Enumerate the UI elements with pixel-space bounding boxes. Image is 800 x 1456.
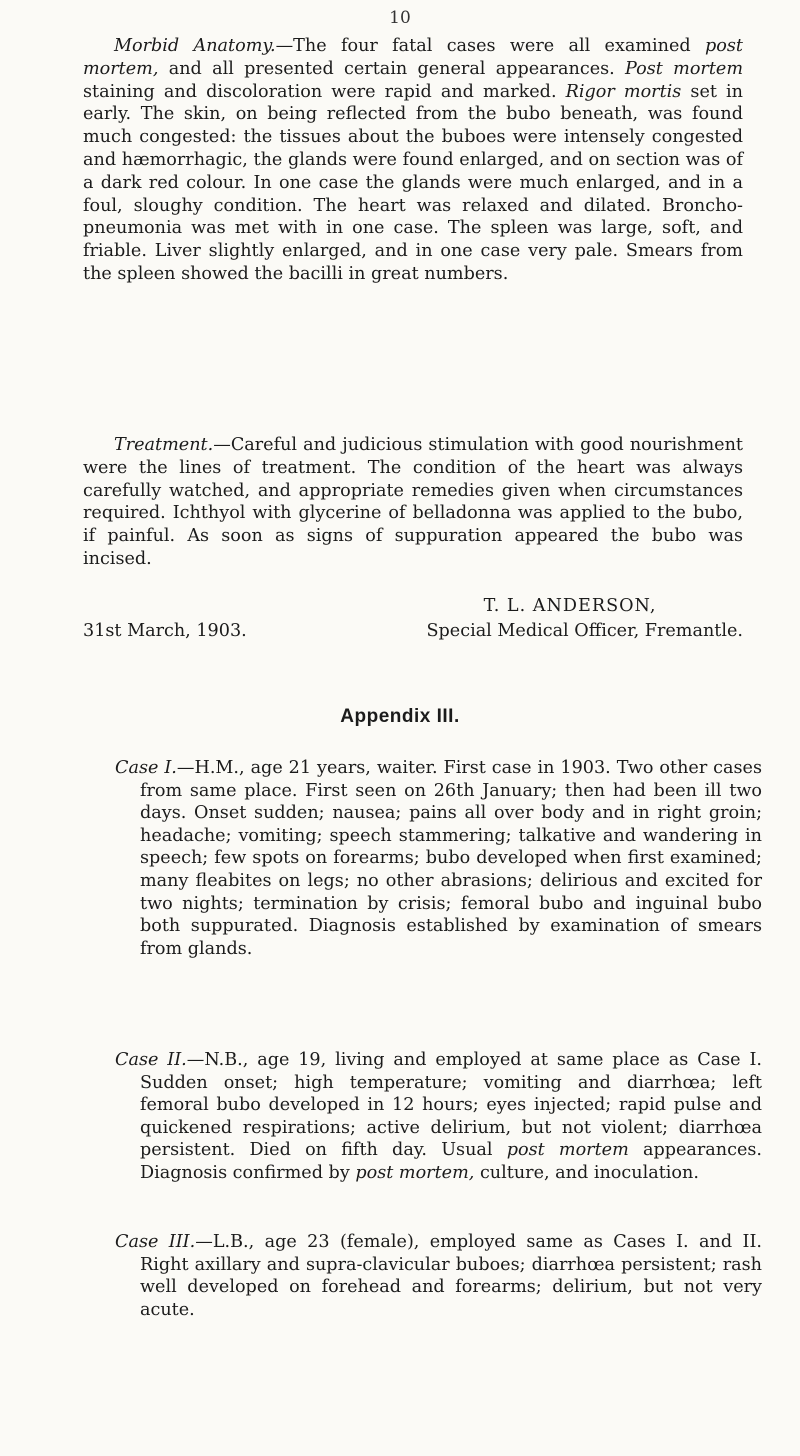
treatment-lead: Treatment.: [114, 435, 214, 455]
treatment-text: —Careful and judicious stimulation with good nourishment were the lines of treatment. The condition of the heart was always carefully watched, and appropriate remedies given when circumstances required. Ichthyol with glycerine of belladonna was applied to the bubo, if painful. As soon as signs of suppuration appeared the bubo was incised.: [83, 435, 743, 569]
case-2-text-2: appearances. Diagnosis confirmed by: [140, 1140, 762, 1183]
morbid-anatomy-text-1: —The four fatal cases were all examined: [275, 36, 706, 56]
signature-title: Special Medical Officer, Fremantle.: [426, 621, 743, 641]
case-3-lead: Case III.: [115, 1232, 196, 1252]
case-2-text-1: —N.B., age 19, living and employed at same place as Case I. Sudden onset; high temperature; vomiting and diarrhœa; left femoral bubo developed in 12 hours; eyes injected; rapid pulse and quickened respirations; active delirium, but not violent; diarrhœa persistent. Died on fifth day. Usual: [140, 1050, 763, 1161]
post-mortem-term-2: Post mortem: [625, 58, 743, 79]
case-3-text: —L.B., age 23 (female), employed same as Cases I. and II. Right axillary and supra-clavicular buboes; diarrhœa persistent; rash well developed on forehead and forearms; delirium, but not very acute.: [140, 1232, 762, 1320]
case-3-paragraph: [115, 1231, 762, 1321]
case-2-lead: Case II.: [115, 1050, 187, 1070]
appendix-heading: Appendix III.: [340, 706, 460, 727]
signature-name: T. L. ANDERSON,: [483, 596, 657, 616]
signature-date: 31st March, 1903.: [83, 621, 247, 641]
case-1-paragraph: [115, 757, 762, 960]
case-2-post-mortem-1: post mortem: [506, 1140, 629, 1161]
morbid-anatomy-text-3: staining and discoloration were rapid and marked.: [83, 81, 566, 102]
case-2-post-mortem-2: post mortem,: [355, 1162, 475, 1183]
case-1-text: —H.M., age 21 years, waiter. First case in 1903. Two other cases from same place. First seen on 26th January; then had been ill two days. Onset sudden; nausea; pains all over body and in right groin; headache; vomiting; speech stammering; talkative and wandering in speech; few spots on forearms; bubo developed when first examined; many fleabites on legs; no other abrasions; delirious and excited for two nights; termination by crisis; femoral bubo and inguinal bubo both suppurated. Diagnosis established by examination of smears from glands.: [140, 758, 762, 959]
case-2-paragraph: [115, 1049, 762, 1185]
case-2-text-3: culture, and inoculation.: [474, 1162, 699, 1183]
morbid-anatomy-paragraph: [83, 35, 743, 286]
post-mortem-term-1: post mortem,: [83, 36, 743, 79]
treatment-paragraph: [83, 434, 743, 571]
morbid-anatomy-lead: Morbid Anatomy.: [114, 36, 276, 56]
morbid-anatomy-text-4: set in early. The skin, on being reflected from the bubo beneath, was found much congested: the tissues about the buboes were intensely congested and hæmorrhagic, the glands were found enlarged, and on section was of a dark red colour. In one case the glands were much enlarged, and in a foul, sloughy condition. The heart was relaxed and dilated. Broncho-pneumonia was met with in one case. The spleen was large, soft, and friable. Liver slightly enlarged, and in one case very pale. Smears from the spleen showed the bacilli in great numbers.: [83, 81, 743, 284]
morbid-anatomy-text-2: and all presented certain general appearances.: [158, 58, 626, 79]
case-1-lead: Case I.: [115, 758, 177, 778]
page-number: 10: [389, 8, 411, 28]
rigor-mortis-term: Rigor mortis: [565, 81, 682, 102]
